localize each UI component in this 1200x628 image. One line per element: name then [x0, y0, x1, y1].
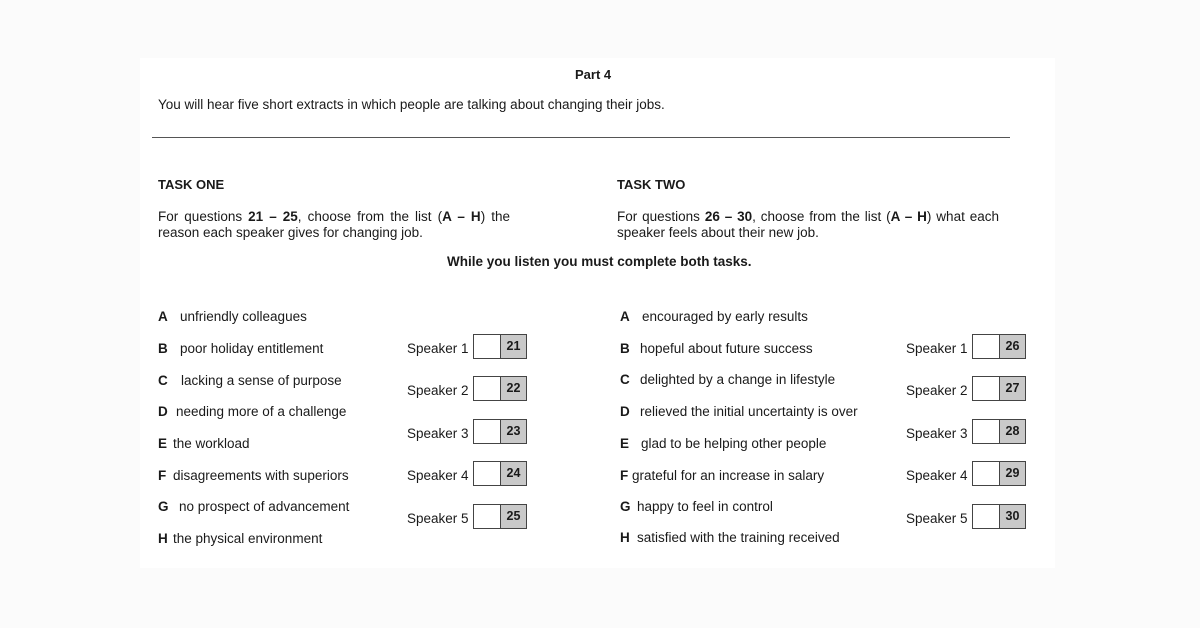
task-two-option: [620, 530, 840, 545]
instr-text: For questions: [617, 209, 705, 224]
question-number: 25: [500, 505, 526, 528]
task-two-speaker-label: Speaker 1: [906, 341, 968, 356]
intro-text: You will hear five short extracts in which people are talking about changing their jobs.: [158, 97, 665, 112]
task-one-speaker-label: Speaker 1: [407, 341, 469, 356]
option-letter: G: [620, 499, 631, 514]
task-one-option: [158, 341, 323, 356]
option-letter: E: [158, 436, 168, 451]
question-number: 22: [500, 377, 526, 400]
option-letter: F: [620, 468, 629, 483]
task-one-option: [158, 309, 307, 324]
task-two-option: [620, 436, 826, 451]
option-letter: C: [620, 372, 630, 387]
answer-box-30[interactable]: [972, 504, 1026, 529]
question-number: 23: [500, 420, 526, 443]
option-letter: B: [158, 341, 168, 356]
task-two-option: [620, 499, 773, 514]
task-two-option: [620, 309, 808, 324]
task-two-option: [620, 372, 835, 387]
question-number: 27: [999, 377, 1025, 400]
option-letter: H: [620, 530, 630, 545]
task-one-option: [158, 404, 346, 419]
option-letter: A: [620, 309, 630, 324]
option-text: unfriendly colleagues: [180, 309, 307, 324]
instr-text: ) the reason each speaker gives for changing job.: [158, 209, 510, 240]
part-title: Part 4: [575, 67, 612, 82]
task-two-option: [620, 468, 824, 483]
question-number: 30: [999, 505, 1025, 528]
question-number: 24: [500, 462, 526, 485]
question-range: 26 – 30: [704, 209, 753, 224]
question-number: 28: [999, 420, 1025, 443]
task-one-instructions: [158, 209, 510, 241]
option-letter: H: [158, 531, 168, 546]
option-text: poor holiday entitlement: [180, 341, 324, 356]
question-number: 29: [999, 462, 1025, 485]
option-letter: A: [158, 309, 168, 324]
option-letter: D: [158, 404, 168, 419]
task-two-option: [620, 404, 858, 419]
option-letter: G: [158, 499, 169, 514]
option-letter: F: [158, 468, 167, 483]
option-text: the workload: [173, 436, 250, 451]
task-one-option: [158, 468, 349, 483]
option-letter: D: [620, 404, 630, 419]
option-text: glad to be helping other people: [641, 436, 827, 451]
answer-box-28[interactable]: [972, 419, 1026, 444]
answer-box-25[interactable]: [473, 504, 527, 529]
option-text: hopeful about future success: [640, 341, 813, 356]
instr-text: ) what each speaker feels about their new job.: [617, 209, 999, 240]
answer-box-27[interactable]: [972, 376, 1026, 401]
task-one-title: TASK ONE: [158, 177, 225, 192]
instr-text: For questions: [158, 209, 249, 224]
task-two-speaker-label: Speaker 3: [906, 426, 968, 441]
option-letter: C: [158, 373, 168, 388]
option-text: encouraged by early results: [642, 309, 808, 324]
option-text: satisfied with the training received: [637, 530, 840, 545]
question-range: 21 – 25: [248, 209, 298, 224]
task-two-option: [620, 341, 813, 356]
task-one-option: [158, 499, 349, 514]
task-one-speaker-label: Speaker 5: [407, 511, 469, 526]
task-two-title: TASK TWO: [617, 177, 686, 192]
task-one-speaker-label: Speaker 2: [407, 383, 469, 398]
while-listen-instruction: While you listen you must complete both tasks.: [447, 254, 752, 269]
instr-text: , choose from the list (: [752, 209, 891, 224]
task-two-speaker-label: Speaker 4: [906, 468, 968, 483]
option-text: relieved the initial uncertainty is over: [640, 404, 858, 419]
task-two-speaker-label: Speaker 5: [906, 511, 968, 526]
option-text: disagreements with superiors: [173, 468, 349, 483]
task-one-option: [158, 436, 250, 451]
answer-box-24[interactable]: [473, 461, 527, 486]
task-one-option: [158, 373, 342, 388]
task-one-option: [158, 531, 322, 546]
instr-text: , choose from the list (: [297, 209, 443, 224]
option-text: happy to feel in control: [637, 499, 773, 514]
task-two-speaker-label: Speaker 2: [906, 383, 968, 398]
task-one-speaker-label: Speaker 4: [407, 468, 469, 483]
question-number: 26: [999, 335, 1025, 358]
option-text: needing more of a challenge: [176, 404, 347, 419]
option-letter: B: [620, 341, 630, 356]
option-text: lacking a sense of purpose: [181, 373, 342, 388]
task-one-speaker-label: Speaker 3: [407, 426, 469, 441]
task-two-instructions: [617, 209, 999, 241]
divider: [152, 137, 1010, 138]
answer-box-29[interactable]: [972, 461, 1026, 486]
answer-box-22[interactable]: [473, 376, 527, 401]
option-text: no prospect of advancement: [179, 499, 350, 514]
option-text: grateful for an increase in salary: [632, 468, 825, 483]
option-range: A – H: [890, 209, 927, 224]
option-text: delighted by a change in lifestyle: [640, 372, 836, 387]
option-range: A – H: [442, 209, 481, 224]
option-letter: E: [620, 436, 630, 451]
answer-box-26[interactable]: [972, 334, 1026, 359]
question-number: 21: [500, 335, 526, 358]
answer-box-23[interactable]: [473, 419, 527, 444]
option-text: the physical environment: [173, 531, 323, 546]
answer-box-21[interactable]: [473, 334, 527, 359]
